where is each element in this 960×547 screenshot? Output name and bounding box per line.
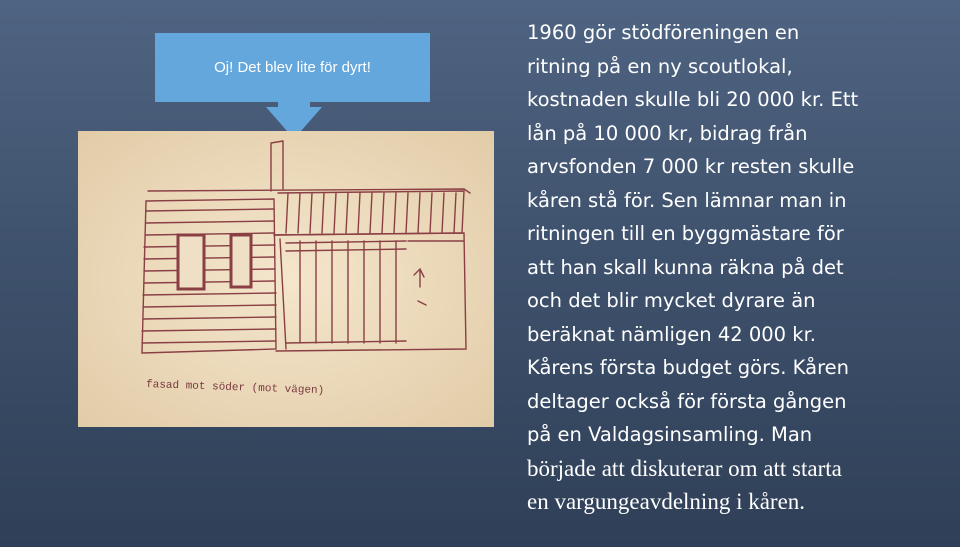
text-line: kåren stå för. Sen lämnar man in [527,188,847,212]
building-sketch [78,131,494,427]
text-line: deltager också för första gången [527,389,847,413]
text-line: ritningen till en byggmästare för [527,222,844,245]
callout-box [155,33,430,102]
text-line: 1960 gör stödföreningen en [527,21,800,44]
text-line: en vargungeavdelning i kåren. [527,489,806,514]
text-line: på en Valdagsinsamling. Man [527,423,813,446]
text-line: började att diskuterar om att starta [527,455,842,481]
text-line: Kårens första budget görs. Kåren [527,356,850,379]
text-line: kostnaden skulle bli 20 000 kr. Ett [527,88,859,111]
callout-text: Oj! Det blev lite för dyrt! [214,59,371,76]
text-line: och det blir mycket dyrare än [527,289,816,312]
building-sketch-photo [78,131,494,427]
text-line: arvsfonden 7 000 kr resten skulle [527,155,855,178]
sketch-caption: fasad mot söder (mot vägen) [145,379,325,398]
text-line: lån på 10 000 kr, bidrag från [527,121,808,145]
text-line: beräknat nämligen 42 000 kr. [527,322,817,346]
body-text [527,16,952,519]
text-line: att han skall kunna räkna på det [527,255,844,279]
text-line: ritning på en ny scoutlokal, [527,54,793,78]
